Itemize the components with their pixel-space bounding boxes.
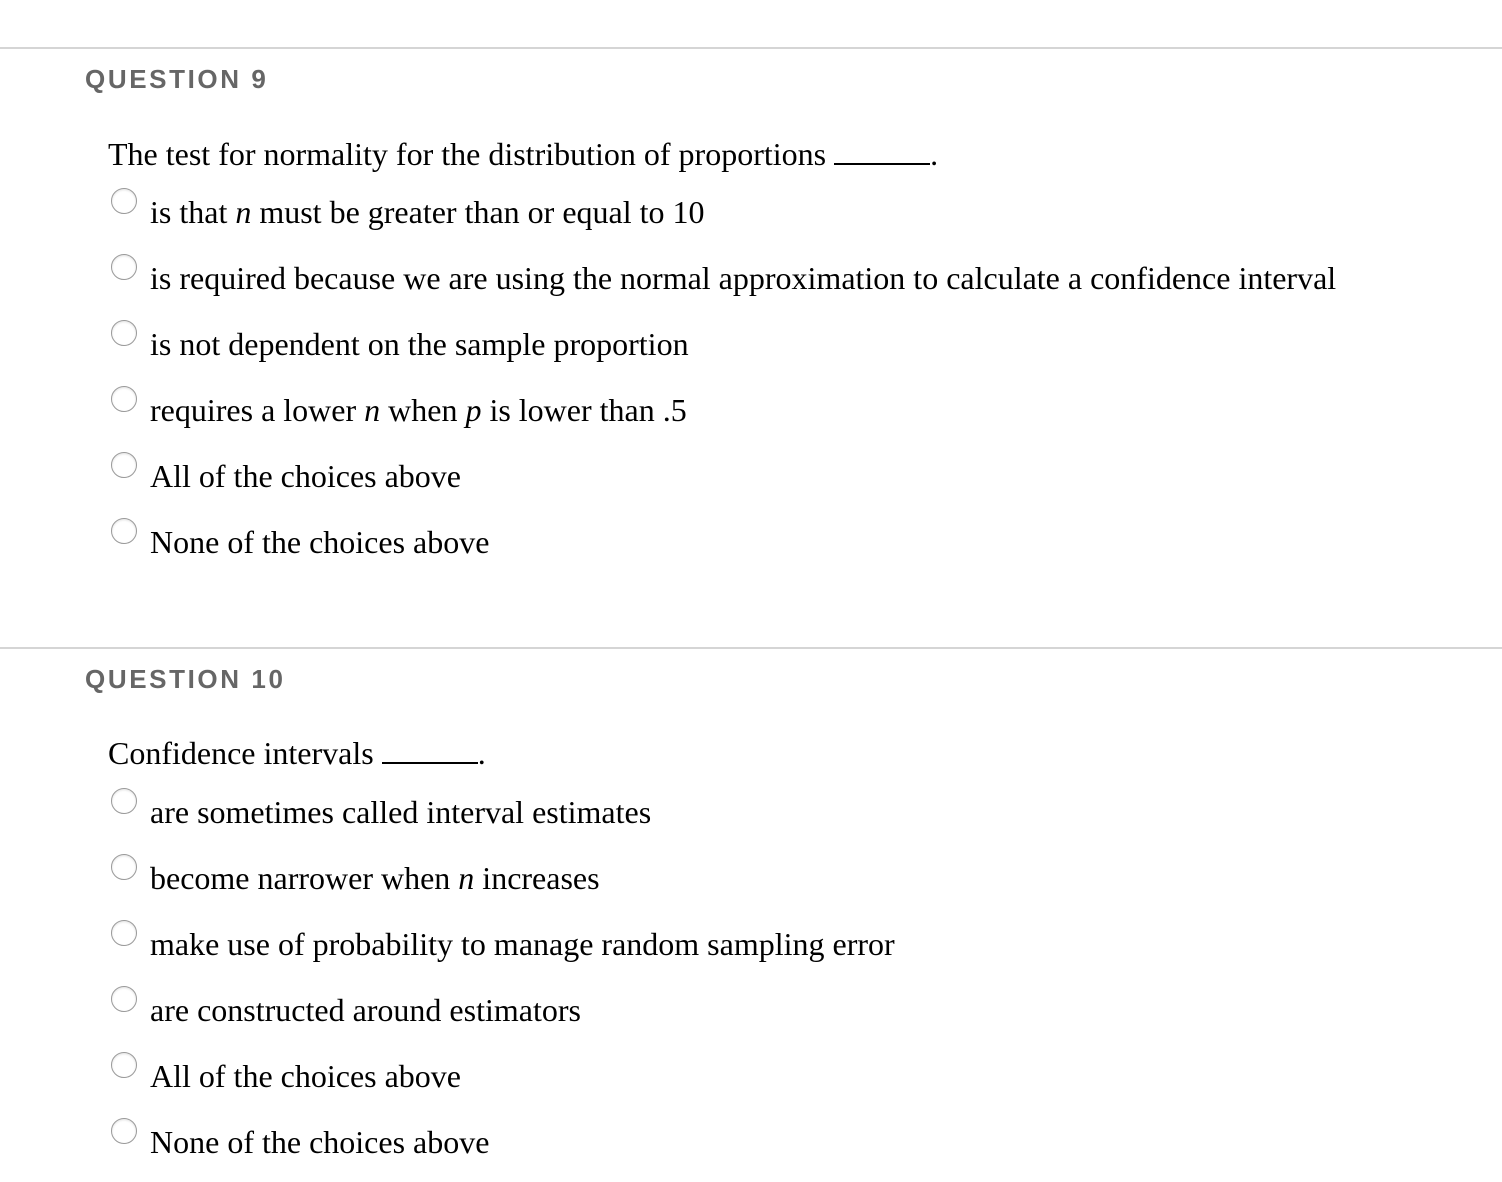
radio-button[interactable] <box>111 320 137 346</box>
radio-button[interactable] <box>111 788 137 814</box>
radio-button[interactable] <box>111 920 137 946</box>
choice-option[interactable] <box>108 984 1488 1050</box>
radio-button[interactable] <box>111 518 137 544</box>
label-text: is that <box>150 194 236 230</box>
choice-option[interactable] <box>108 1050 1488 1116</box>
fill-blank <box>834 137 930 165</box>
choice-label[interactable]: All of the choices above <box>150 458 461 494</box>
label-text: requires a lower <box>150 392 365 428</box>
choice-option[interactable] <box>108 318 1488 384</box>
divider <box>0 647 1502 649</box>
choice-label[interactable]: is not dependent on the sample proportion <box>150 326 689 362</box>
question-10 <box>0 600 1502 1166</box>
prompt-end: . <box>477 735 486 771</box>
choice-label[interactable]: None of the choices above <box>150 1124 490 1160</box>
choice-label[interactable] <box>150 390 687 430</box>
choice-label[interactable]: are sometimes called interval estimates <box>150 794 652 830</box>
radio-button[interactable] <box>111 1052 137 1078</box>
prompt-text: Confidence intervals <box>108 735 374 771</box>
radio-button[interactable] <box>111 452 137 478</box>
choice-label[interactable]: All of the choices above <box>150 1058 461 1094</box>
choice-option[interactable] <box>108 918 1488 984</box>
variable-n: n <box>364 392 381 428</box>
choice-option[interactable] <box>108 384 1488 450</box>
question-prompt <box>108 733 486 773</box>
fill-blank <box>382 736 478 764</box>
choice-option[interactable] <box>108 786 1488 852</box>
choice-option[interactable] <box>108 252 1488 318</box>
choice-option[interactable] <box>108 186 1488 252</box>
choice-label[interactable]: is required because we are using the normal approximation to calculate a confidence interval <box>150 260 1337 296</box>
choice-option[interactable] <box>108 1116 1488 1182</box>
choice-label[interactable]: None of the choices above <box>150 524 490 560</box>
radio-button[interactable] <box>111 854 137 880</box>
label-text: when <box>380 392 466 428</box>
prompt-text: The test for normality for the distribution of proportions <box>108 136 827 172</box>
choice-label[interactable] <box>150 858 600 898</box>
radio-button[interactable] <box>111 986 137 1012</box>
radio-button[interactable] <box>111 254 137 280</box>
choice-option[interactable] <box>108 516 1488 582</box>
choice-label[interactable]: make use of probability to manage random sampling error <box>150 926 895 962</box>
radio-button[interactable] <box>111 188 137 214</box>
prompt-end: . <box>930 136 939 172</box>
divider <box>0 47 1502 49</box>
variable-n: n <box>458 860 475 896</box>
choice-label[interactable]: are constructed around estimators <box>150 992 581 1028</box>
label-text: must be greater than or equal to 10 <box>251 194 705 230</box>
choice-list <box>108 786 1488 1182</box>
choice-option[interactable] <box>108 852 1488 918</box>
label-text: is lower than .5 <box>481 392 687 428</box>
question-prompt <box>108 134 938 174</box>
variable-n: n <box>235 194 252 230</box>
radio-button[interactable] <box>111 386 137 412</box>
label-text: increases <box>474 860 600 896</box>
radio-button[interactable] <box>111 1118 137 1144</box>
choice-option[interactable] <box>108 450 1488 516</box>
variable-p: p <box>465 392 482 428</box>
label-text: become narrower when <box>150 860 459 896</box>
choice-label[interactable] <box>150 192 705 232</box>
choice-list <box>108 186 1488 582</box>
question-header: QUESTION 10 <box>85 664 286 694</box>
question-header: QUESTION 9 <box>85 64 269 94</box>
